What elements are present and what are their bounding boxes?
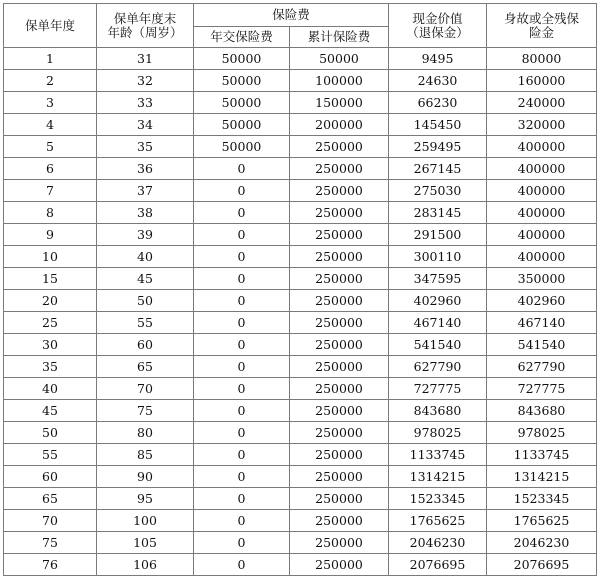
cell-death-benefit: 1523345	[487, 488, 597, 510]
cell-cash-value: 727775	[389, 378, 487, 400]
cell-cash-value: 467140	[389, 312, 487, 334]
cell-policy-year: 8	[4, 202, 97, 224]
table-row	[4, 466, 597, 488]
cell-age: 106	[97, 554, 194, 576]
table-body	[4, 4, 597, 576]
table-row	[4, 158, 597, 180]
cell-death-benefit: 400000	[487, 246, 597, 268]
cell-annual-premium: 0	[194, 510, 290, 532]
cell-policy-year: 25	[4, 312, 97, 334]
cell-cumulative-premium: 250000	[290, 334, 389, 356]
cell-death-benefit: 978025	[487, 422, 597, 444]
cell-policy-year: 50	[4, 422, 97, 444]
cell-annual-premium: 50000	[194, 114, 290, 136]
cell-age: 100	[97, 510, 194, 532]
cell-cash-value: 1133745	[389, 444, 487, 466]
cell-annual-premium: 0	[194, 180, 290, 202]
cell-cumulative-premium: 250000	[290, 444, 389, 466]
header-policy-year	[4, 4, 97, 48]
table-row	[4, 246, 597, 268]
cell-cumulative-premium: 250000	[290, 466, 389, 488]
cell-age: 105	[97, 532, 194, 554]
cell-death-benefit: 727775	[487, 378, 597, 400]
cell-policy-year: 7	[4, 180, 97, 202]
table-row	[4, 488, 597, 510]
cell-cumulative-premium: 250000	[290, 180, 389, 202]
cell-cash-value: 627790	[389, 356, 487, 378]
header-annual-premium	[194, 27, 290, 48]
cell-annual-premium: 0	[194, 246, 290, 268]
table-row	[4, 224, 597, 246]
cell-cumulative-premium: 100000	[290, 70, 389, 92]
cell-age: 90	[97, 466, 194, 488]
table-row	[4, 356, 597, 378]
cell-annual-premium: 0	[194, 334, 290, 356]
table-row	[4, 312, 597, 334]
cell-cumulative-premium: 250000	[290, 224, 389, 246]
header-death-benefit-line2: 险金	[528, 24, 554, 40]
cell-death-benefit: 80000	[487, 48, 597, 70]
cell-age: 80	[97, 422, 194, 444]
header-cumulative-premium-label: 累计保险费	[307, 29, 371, 44]
cell-cash-value: 2076695	[389, 554, 487, 576]
cell-age: 85	[97, 444, 194, 466]
cell-annual-premium: 50000	[194, 48, 290, 70]
cell-cash-value: 267145	[389, 158, 487, 180]
cell-death-benefit: 541540	[487, 334, 597, 356]
cell-cash-value: 259495	[389, 136, 487, 158]
header-premium-group-label: 保险费	[272, 7, 310, 22]
cell-death-benefit: 400000	[487, 136, 597, 158]
cell-cumulative-premium: 200000	[290, 114, 389, 136]
table-row	[4, 268, 597, 290]
cell-age: 95	[97, 488, 194, 510]
header-death-benefit-line1: 身故或全残保	[503, 10, 579, 26]
table-row	[4, 202, 597, 224]
cell-age: 35	[97, 136, 194, 158]
table-row	[4, 136, 597, 158]
cell-age: 38	[97, 202, 194, 224]
cell-annual-premium: 0	[194, 400, 290, 422]
cell-policy-year: 40	[4, 378, 97, 400]
cell-annual-premium: 0	[194, 356, 290, 378]
cell-death-benefit: 400000	[487, 224, 597, 246]
table-row	[4, 554, 597, 576]
cell-age: 36	[97, 158, 194, 180]
cell-cash-value: 66230	[389, 92, 487, 114]
cell-policy-year: 30	[4, 334, 97, 356]
cell-age: 45	[97, 268, 194, 290]
cell-cumulative-premium: 250000	[290, 554, 389, 576]
benefit-table	[3, 3, 597, 576]
cell-age: 65	[97, 356, 194, 378]
cell-cash-value: 9495	[389, 48, 487, 70]
cell-age: 31	[97, 48, 194, 70]
header-death-benefit	[487, 4, 597, 48]
header-cash-value-line1: 现金价值	[412, 10, 463, 26]
table-row	[4, 180, 597, 202]
cell-annual-premium: 0	[194, 290, 290, 312]
cell-cumulative-premium: 250000	[290, 422, 389, 444]
cell-cumulative-premium: 250000	[290, 510, 389, 532]
cell-cumulative-premium: 250000	[290, 268, 389, 290]
cell-annual-premium: 0	[194, 312, 290, 334]
cell-death-benefit: 402960	[487, 290, 597, 312]
cell-policy-year: 4	[4, 114, 97, 136]
cell-cumulative-premium: 250000	[290, 202, 389, 224]
table-row	[4, 334, 597, 356]
cell-cumulative-premium: 150000	[290, 92, 389, 114]
cell-cash-value: 402960	[389, 290, 487, 312]
table-row	[4, 70, 597, 92]
cell-cash-value: 145450	[389, 114, 487, 136]
cell-policy-year: 65	[4, 488, 97, 510]
cell-death-benefit: 400000	[487, 202, 597, 224]
cell-cash-value: 2046230	[389, 532, 487, 554]
cell-policy-year: 2	[4, 70, 97, 92]
table-row	[4, 444, 597, 466]
table-row	[4, 400, 597, 422]
cell-cash-value: 843680	[389, 400, 487, 422]
header-annual-premium-label: 年交保险费	[210, 29, 273, 44]
cell-death-benefit: 1133745	[487, 444, 597, 466]
cell-annual-premium: 0	[194, 202, 290, 224]
cell-cumulative-premium: 50000	[290, 48, 389, 70]
table-row	[4, 92, 597, 114]
cell-cumulative-premium: 250000	[290, 290, 389, 312]
header-premium-group	[194, 4, 389, 27]
cell-policy-year: 70	[4, 510, 97, 532]
cell-age: 39	[97, 224, 194, 246]
header-policy-year-label: 保单年度	[24, 17, 75, 33]
cell-annual-premium: 50000	[194, 92, 290, 114]
cell-annual-premium: 0	[194, 444, 290, 466]
table-row	[4, 48, 597, 70]
cell-cumulative-premium: 250000	[290, 400, 389, 422]
cell-cash-value: 1314215	[389, 466, 487, 488]
table-row	[4, 532, 597, 554]
cell-cumulative-premium: 250000	[290, 312, 389, 334]
table-row	[4, 510, 597, 532]
cell-cumulative-premium: 250000	[290, 488, 389, 510]
cell-cumulative-premium: 250000	[290, 136, 389, 158]
cell-annual-premium: 0	[194, 268, 290, 290]
cell-death-benefit: 240000	[487, 92, 597, 114]
cell-cash-value: 300110	[389, 246, 487, 268]
cell-cash-value: 1765625	[389, 510, 487, 532]
cell-policy-year: 10	[4, 246, 97, 268]
cell-cumulative-premium: 250000	[290, 356, 389, 378]
cell-death-benefit: 400000	[487, 180, 597, 202]
cell-policy-year: 20	[4, 290, 97, 312]
cell-annual-premium: 0	[194, 378, 290, 400]
cell-annual-premium: 0	[194, 466, 290, 488]
cell-death-benefit: 2046230	[487, 532, 597, 554]
cell-annual-premium: 0	[194, 554, 290, 576]
cell-cumulative-premium: 250000	[290, 246, 389, 268]
cell-death-benefit: 350000	[487, 268, 597, 290]
cell-age: 37	[97, 180, 194, 202]
cell-age: 55	[97, 312, 194, 334]
cell-age: 40	[97, 246, 194, 268]
header-age	[97, 4, 194, 48]
cell-death-benefit: 160000	[487, 70, 597, 92]
header-row-top	[4, 4, 597, 27]
cell-death-benefit: 1765625	[487, 510, 597, 532]
table-row	[4, 422, 597, 444]
cell-cash-value: 291500	[389, 224, 487, 246]
cell-annual-premium: 0	[194, 488, 290, 510]
cell-death-benefit: 400000	[487, 158, 597, 180]
cell-cash-value: 24630	[389, 70, 487, 92]
cell-policy-year: 1	[4, 48, 97, 70]
cell-cash-value: 978025	[389, 422, 487, 444]
cell-policy-year: 9	[4, 224, 97, 246]
cell-cash-value: 275030	[389, 180, 487, 202]
cell-cumulative-premium: 250000	[290, 158, 389, 180]
cell-cash-value: 541540	[389, 334, 487, 356]
cell-death-benefit: 843680	[487, 400, 597, 422]
cell-policy-year: 75	[4, 532, 97, 554]
header-age-line2: 年龄（周岁）	[107, 24, 183, 40]
cell-policy-year: 6	[4, 158, 97, 180]
cell-age: 60	[97, 334, 194, 356]
table-row	[4, 378, 597, 400]
cell-age: 33	[97, 92, 194, 114]
cell-policy-year: 60	[4, 466, 97, 488]
cell-cumulative-premium: 250000	[290, 532, 389, 554]
cell-death-benefit: 627790	[487, 356, 597, 378]
cell-policy-year: 45	[4, 400, 97, 422]
cell-policy-year: 35	[4, 356, 97, 378]
cell-age: 34	[97, 114, 194, 136]
cell-cash-value: 283145	[389, 202, 487, 224]
cell-death-benefit: 320000	[487, 114, 597, 136]
cell-age: 32	[97, 70, 194, 92]
cell-age: 50	[97, 290, 194, 312]
cell-annual-premium: 0	[194, 532, 290, 554]
header-cash-value	[389, 4, 487, 48]
cell-age: 75	[97, 400, 194, 422]
cell-annual-premium: 0	[194, 158, 290, 180]
cell-policy-year: 5	[4, 136, 97, 158]
table-row	[4, 114, 597, 136]
header-age-line1: 保单年度末	[113, 10, 177, 26]
cell-policy-year: 55	[4, 444, 97, 466]
header-cash-value-line2: （退保金）	[406, 24, 469, 40]
cell-cumulative-premium: 250000	[290, 378, 389, 400]
cell-death-benefit: 2076695	[487, 554, 597, 576]
cell-cash-value: 1523345	[389, 488, 487, 510]
cell-death-benefit: 467140	[487, 312, 597, 334]
cell-policy-year: 76	[4, 554, 97, 576]
cell-age: 70	[97, 378, 194, 400]
table-row	[4, 290, 597, 312]
cell-death-benefit: 1314215	[487, 466, 597, 488]
cell-policy-year: 3	[4, 92, 97, 114]
cell-cash-value: 347595	[389, 268, 487, 290]
cell-policy-year: 15	[4, 268, 97, 290]
cell-annual-premium: 50000	[194, 136, 290, 158]
cell-annual-premium: 50000	[194, 70, 290, 92]
header-cumulative-premium	[290, 27, 389, 48]
cell-annual-premium: 0	[194, 224, 290, 246]
cell-annual-premium: 0	[194, 422, 290, 444]
